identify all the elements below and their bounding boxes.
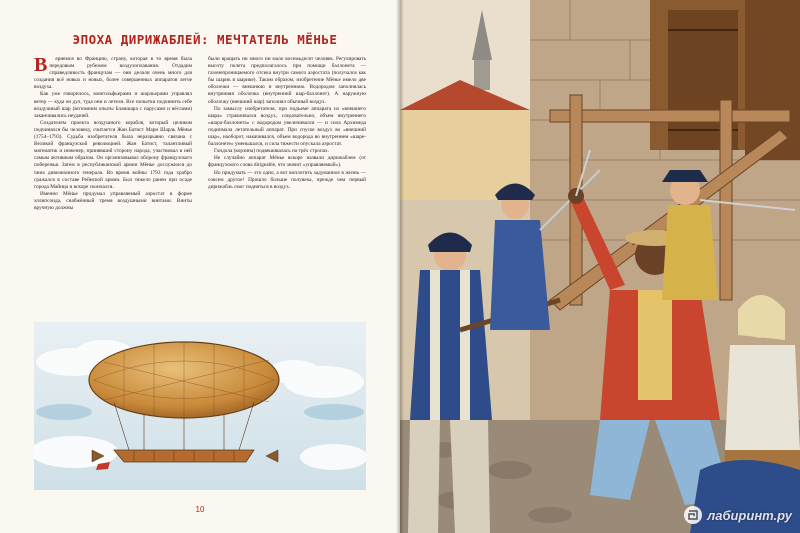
labyrinth-logo-icon	[683, 505, 703, 525]
paragraph: По замыслу изобретателя, при подъеме аппарата из «внешнего шара» стравливался воздух, следовательно, объем внутреннего «шара-баллонета» с водородом увеличивался — и сила Архимеда поднимала летательный аппарат. При спуске воздух во «внешний шар», наоборот, накачивался, объем водорода во внутреннем «шаре-баллонете» уменьшался, и сила тяжести опускала аэростат.	[208, 105, 366, 148]
paragraph: Как уже говорилось, монгольфьерами и шарльерами управлял ветер — куда он дул, туда они и летели. Все попытки подчинить себе воздушный шар (вспомним опыты Бланшара с парусами и вёслами) заканчивались неудачей.	[34, 91, 192, 119]
paragraph: Гондола (корзина) подвешивалась на трёх стропах.	[214, 148, 330, 155]
drop-cap: В	[34, 54, 48, 76]
chapter-title: ЭПОХА ДИРИЖАБЛЕЙ: МЕЧТАТЕЛЬ МЁНЬЕ	[72, 32, 338, 47]
text-column-left	[34, 56, 192, 322]
text-column-right	[208, 56, 366, 322]
battle-scene-illustration	[400, 0, 800, 533]
paragraph: Создателем проекта воздушного корабля, который целиком подчинялся бы человеку, считается Жан Батист Мари Шарль Мёнье (1754–1793). Судьба изобретателя была неразрывно связана с Великой французской революцией. Жан Батист, талантливый математик и инженер, принявший сторону народа, участвовал в ней самым активным образом. Он организовывал оборону французского побережья. Затем в республиканской армии Мёнье дослужился до чина дивизионного генерала. Во время войны 1793 года храбро сражался в составе Рейнской армии. Был тяжело ранен при осаде города Майнца и вскоре скончался.	[34, 119, 192, 190]
paragraph: были вращать ни много ни мало восемьдесят человек. Регулировать высоту полета предполагалось при помощи баллонета — газонепроницаемого отсека внутри самого аэростата (получался как бы шарик в шарике). Таким образом, изобретение Мёнье имело две оболочки — внешнюю и внутреннюю. Водородом заполнялась внутренняя оболочка (внутренний шар-баллонет). А наружную оболочку (внешний шар) заполнял обычный воздух.	[208, 56, 366, 105]
paragraph: Не случайно аппарат Мёнье вскоре назвали дирижаблем (от французского слова dirigeable, что значит «управляемый»).	[208, 155, 366, 169]
watermark	[683, 505, 792, 525]
page-number: 10	[195, 505, 205, 514]
book-gutter	[396, 0, 404, 533]
watermark-text: лабиринт.ру	[707, 507, 792, 523]
paragraph: Именно Мёнье придумал управляемый аэростат в форме эллипсоида, снабжённый тремя воздушными винтами. Винты вручную должны	[34, 190, 192, 211]
paragraph: Но придумать — это одно, а вот воплотить задуманное в жизнь — совсем другое! Прошло больше полувека, прежде чем первый дирижабль смог подняться в воздух.	[208, 169, 366, 190]
paragraph: В ернемся во Францию, страну, которая в то время была передовым рубежом воздухоплавания. Отдадим справедливость французам — они делали очень много для создания всё новых и новых, более совершенных аппаратов легче воздуха.	[34, 54, 192, 91]
right-page	[400, 0, 800, 533]
airship-illustration	[34, 322, 366, 490]
